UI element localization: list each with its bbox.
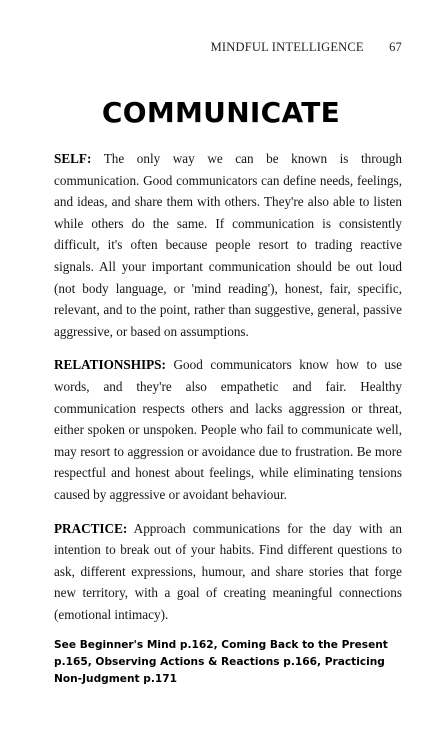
section-self-heading: SELF: [54,151,92,166]
section-practice [54,518,402,626]
page-body [54,148,402,687]
section-practice-heading: PRACTICE: [54,520,128,536]
page-number: 67 [389,40,402,54]
section-relationships-heading: RELATIONSHIPS: [54,357,166,373]
section-self [54,148,402,342]
running-header [211,40,402,55]
section-relationships-text: Good communicators know how to use words, and they're also empathetic and fair. Healthy communication respects others and lacks aggression or threat, either spoken or unspoken. People who fail to communicate well, may resort to aggression or avoidance due to frustration. Be more respectful and honest about feelings, while eliminating tensions caused by aggressive or avoidant behaviour. [54,357,402,502]
section-relationships [54,354,402,505]
book-title: MINDFUL INTELLIGENCE [210,40,364,54]
see-also-references: See Beginner's Mind p.162, Coming Back to the Present p.165, Observing Actions & Reactions p.166, Practicing Non-Judgment p.171 [54,639,388,685]
chapter-title: COMMUNICATE [101,96,341,129]
section-practice-text: Approach communications for the day with an intention to break out of your habits. Find different questions to ask, different expressions, humour, and share stories that forge new territory, with a goal of creating meaningful connections (emotional intimacy). [54,520,402,622]
section-self-text: The only way we can be known is through communication. Good communicators can define needs, feelings, and ideas, and share them with others. They're also able to listen while others do the same. If communication is consistently difficult, it's often because people resort to trading reactive signals. All your important communication should be out loud (not body language, or 'mind reading'), honest, fair, specific, relevant, and to the point, rather than suggestive, general, passive aggressive, or based on assumptions. [54,151,402,339]
